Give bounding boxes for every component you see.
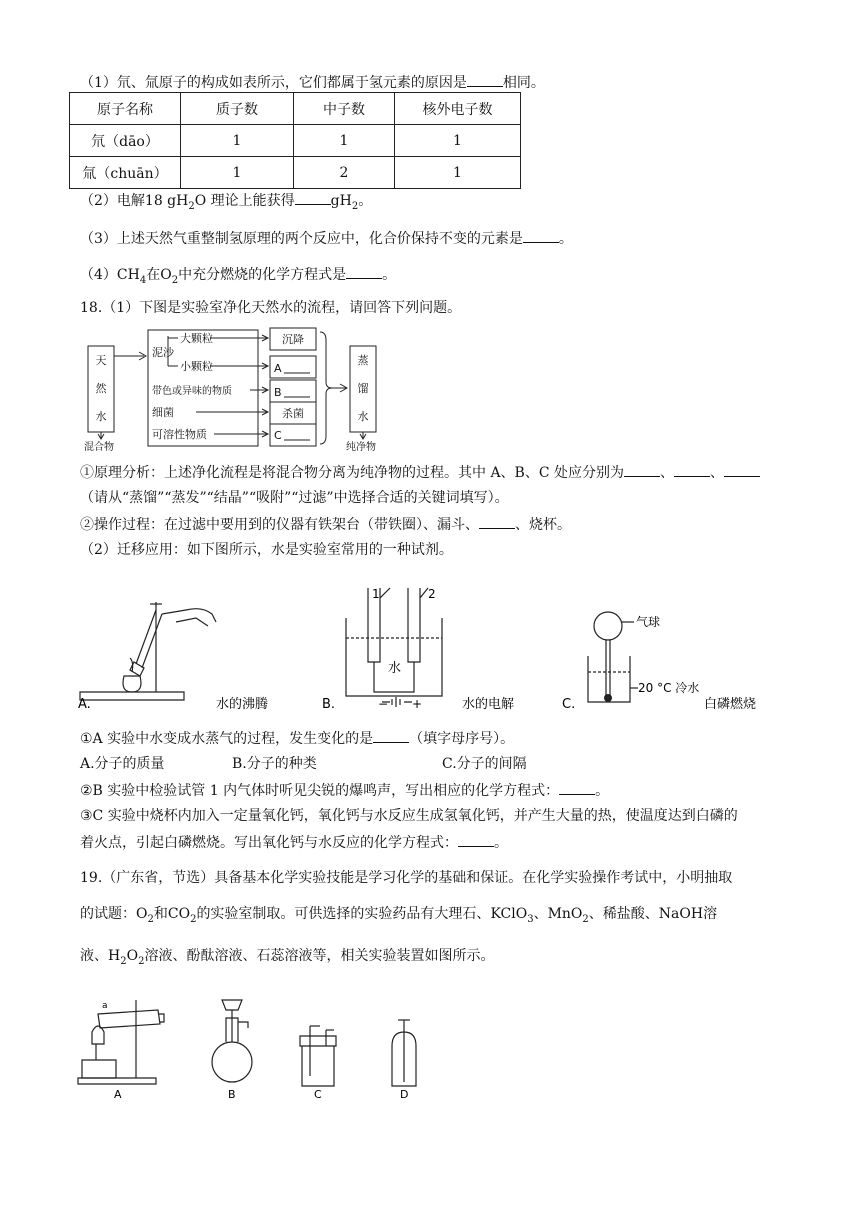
apparatus-figure (72, 980, 432, 1104)
table-cell: 2 (294, 157, 395, 189)
tube-1-label: 1 (372, 587, 380, 601)
table-row (70, 157, 521, 189)
flow-right-char: 水 (357, 410, 369, 423)
q17-part4: $(4)CH_4$在$O_2$中充分燃烧的化学方程式是 。 (80, 264, 396, 291)
figure-b-electrolysis (320, 578, 550, 716)
answer-blank[interactable] (523, 228, 559, 243)
flow-settle: 沉降 (282, 333, 304, 346)
flow-right-char: 蒸 (357, 354, 369, 367)
q17-part2: （2）电解18 $gH_2O$ 理论上能获得 $gH_2$。 (80, 190, 372, 217)
option-b: B.分子的种类 (232, 756, 317, 772)
table-header-cell: 中子数 (294, 93, 395, 125)
option-a: A.分子的质量 (80, 756, 165, 772)
q18-sub3-line2: 着火点，引起白磷燃烧。写出氧化钙与水反应的化学方程式： 。 (80, 832, 508, 853)
flow-right-char: 馏 (357, 382, 369, 395)
answer-blank[interactable] (295, 190, 331, 205)
flow-c: C (274, 429, 282, 442)
table-header-cell: 原子名称 (70, 93, 181, 125)
q18-principle-hint: （请从“蒸馏”“蒸发”“结晶”“吸附”“过滤”中选择合适的关键词填写）。 (80, 490, 509, 506)
table-cell: 1 (294, 125, 395, 157)
figure-c-caption: 白磷燃烧 (704, 697, 757, 712)
flow-a: A (274, 362, 282, 375)
table-row (70, 125, 521, 157)
flow-soluble: 可溶性物质 (152, 428, 207, 441)
q18-sub1: ①A 实验中水变成水蒸气的过程，发生变化的是 （填字母序号）。 (80, 728, 514, 749)
answer-blank-b[interactable] (674, 462, 710, 477)
table-cell: 1 (181, 125, 294, 157)
table-header-cell: 质子数 (181, 93, 294, 125)
figure-b-caption: 水的电解 (462, 697, 515, 712)
flow-right-label: 纯净物 (346, 442, 376, 452)
figure-c-phosphorus (560, 604, 780, 716)
answer-blank[interactable] (559, 780, 595, 795)
tube-2-label: 2 (428, 587, 436, 601)
q19-line2: 的试题：$O_2$和$CO_2$的实验室制取。可供选择的实验药品有大理石、KClO$_3$、MnO$_2$、稀盐酸、NaOH溶 (80, 906, 718, 925)
flow-kill: 杀菌 (282, 407, 304, 420)
water-label: 水 (388, 661, 402, 676)
option-c: C.分子的间隔 (442, 756, 527, 772)
table-header-cell: 核外电子数 (395, 93, 521, 125)
answer-blank-c[interactable] (724, 462, 760, 477)
flow-mud: 泥沙 (152, 346, 174, 359)
table-cell: 1 (395, 157, 521, 189)
q18-principle: ①原理分析：上述净化流程是将混合物分离为纯净物的过程。其中 A、B、C 处应分别为 、 、 (80, 462, 760, 483)
answer-blank[interactable] (479, 514, 515, 529)
q17-part1: （1）氘、氚原子的构成如表所示，它们都属于氢元素的原因是 相同。 (80, 72, 545, 93)
figure-a-boiling (76, 592, 316, 716)
flow-left-label: 混合物 (84, 442, 114, 452)
flow-left-char: 天 (95, 354, 107, 367)
answer-blank[interactable] (346, 264, 382, 279)
water-purification-flowchart (84, 326, 394, 452)
apparatus-d-label: D (400, 1088, 409, 1101)
cold-water-label: 20 °C 冷水 (638, 681, 700, 695)
flow-bacteria: 细菌 (152, 406, 174, 419)
flow-left-char: 然 (95, 382, 107, 395)
q18-part2: （2）迁移应用：如下图所示，水是实验室常用的一种试剂。 (80, 542, 453, 558)
isotope-table (69, 92, 521, 189)
figure-c-label: C. (562, 697, 576, 712)
minus-sign: − (378, 697, 389, 711)
plus-sign: + (412, 697, 423, 711)
apparatus-c-label: C (314, 1088, 322, 1101)
answer-blank-a[interactable] (624, 462, 660, 477)
q19-line1: 19.（广东省，节选）具备基本化学实验技能是学习化学的基础和保证。在化学实验操作考试中，小明抽取 (80, 870, 733, 886)
flow-colored: 带色或异味的物质 (152, 386, 232, 397)
table-cell: 1 (181, 157, 294, 189)
apparatus-b-label: B (228, 1088, 236, 1101)
balloon-label: 气球 (636, 615, 661, 629)
flow-small: 小颗粒 (180, 360, 213, 373)
figure-a-label: A. (78, 697, 91, 712)
table-header-row (70, 93, 521, 125)
flow-large: 大颗粒 (180, 332, 213, 345)
table-cell: 氚（chuān） (70, 157, 181, 189)
q17-part3: （3）上述天然气重整制氢原理的两个反应中，化合价保持不变的元素是 。 (80, 228, 573, 249)
q18-sub2: ②B 实验中检验试管 1 内气体时听见尖锐的爆鸣声，写出相应的化学方程式： 。 (80, 780, 609, 801)
q18-sub3-line1: ③C 实验中烧杯内加入一定量氧化钙，氧化钙与水反应生成氢氧化钙，并产生大量的热，使温度达到白磷的 (80, 808, 738, 824)
white-phosphorus (604, 694, 612, 702)
flow-left-char: 水 (95, 410, 107, 423)
answer-blank[interactable] (373, 728, 409, 743)
q18-title: 18.（1）下图是实验室净化天然水的流程，请回答下列问题。 (80, 300, 462, 316)
figure-a-caption: 水的沸腾 (216, 697, 269, 712)
flow-b: B (274, 386, 282, 399)
q19-line3: 液、$H_2O_2$溶液、酚酞溶液、石蕊溶液等，相关实验装置如图所示。 (80, 948, 495, 967)
table-cell: 1 (395, 125, 521, 157)
apparatus-a-mark: a (102, 1001, 108, 1011)
table-cell: 氘（dāo） (70, 125, 181, 157)
answer-blank[interactable] (458, 832, 494, 847)
figure-b-label: B. (322, 697, 336, 712)
q18-operation: ②操作过程：在过滤中要用到的仪器有铁架台（带铁圈）、漏斗、 、烧杯。 (80, 514, 571, 535)
apparatus-a-label: A (114, 1088, 122, 1101)
answer-blank[interactable] (467, 72, 503, 87)
